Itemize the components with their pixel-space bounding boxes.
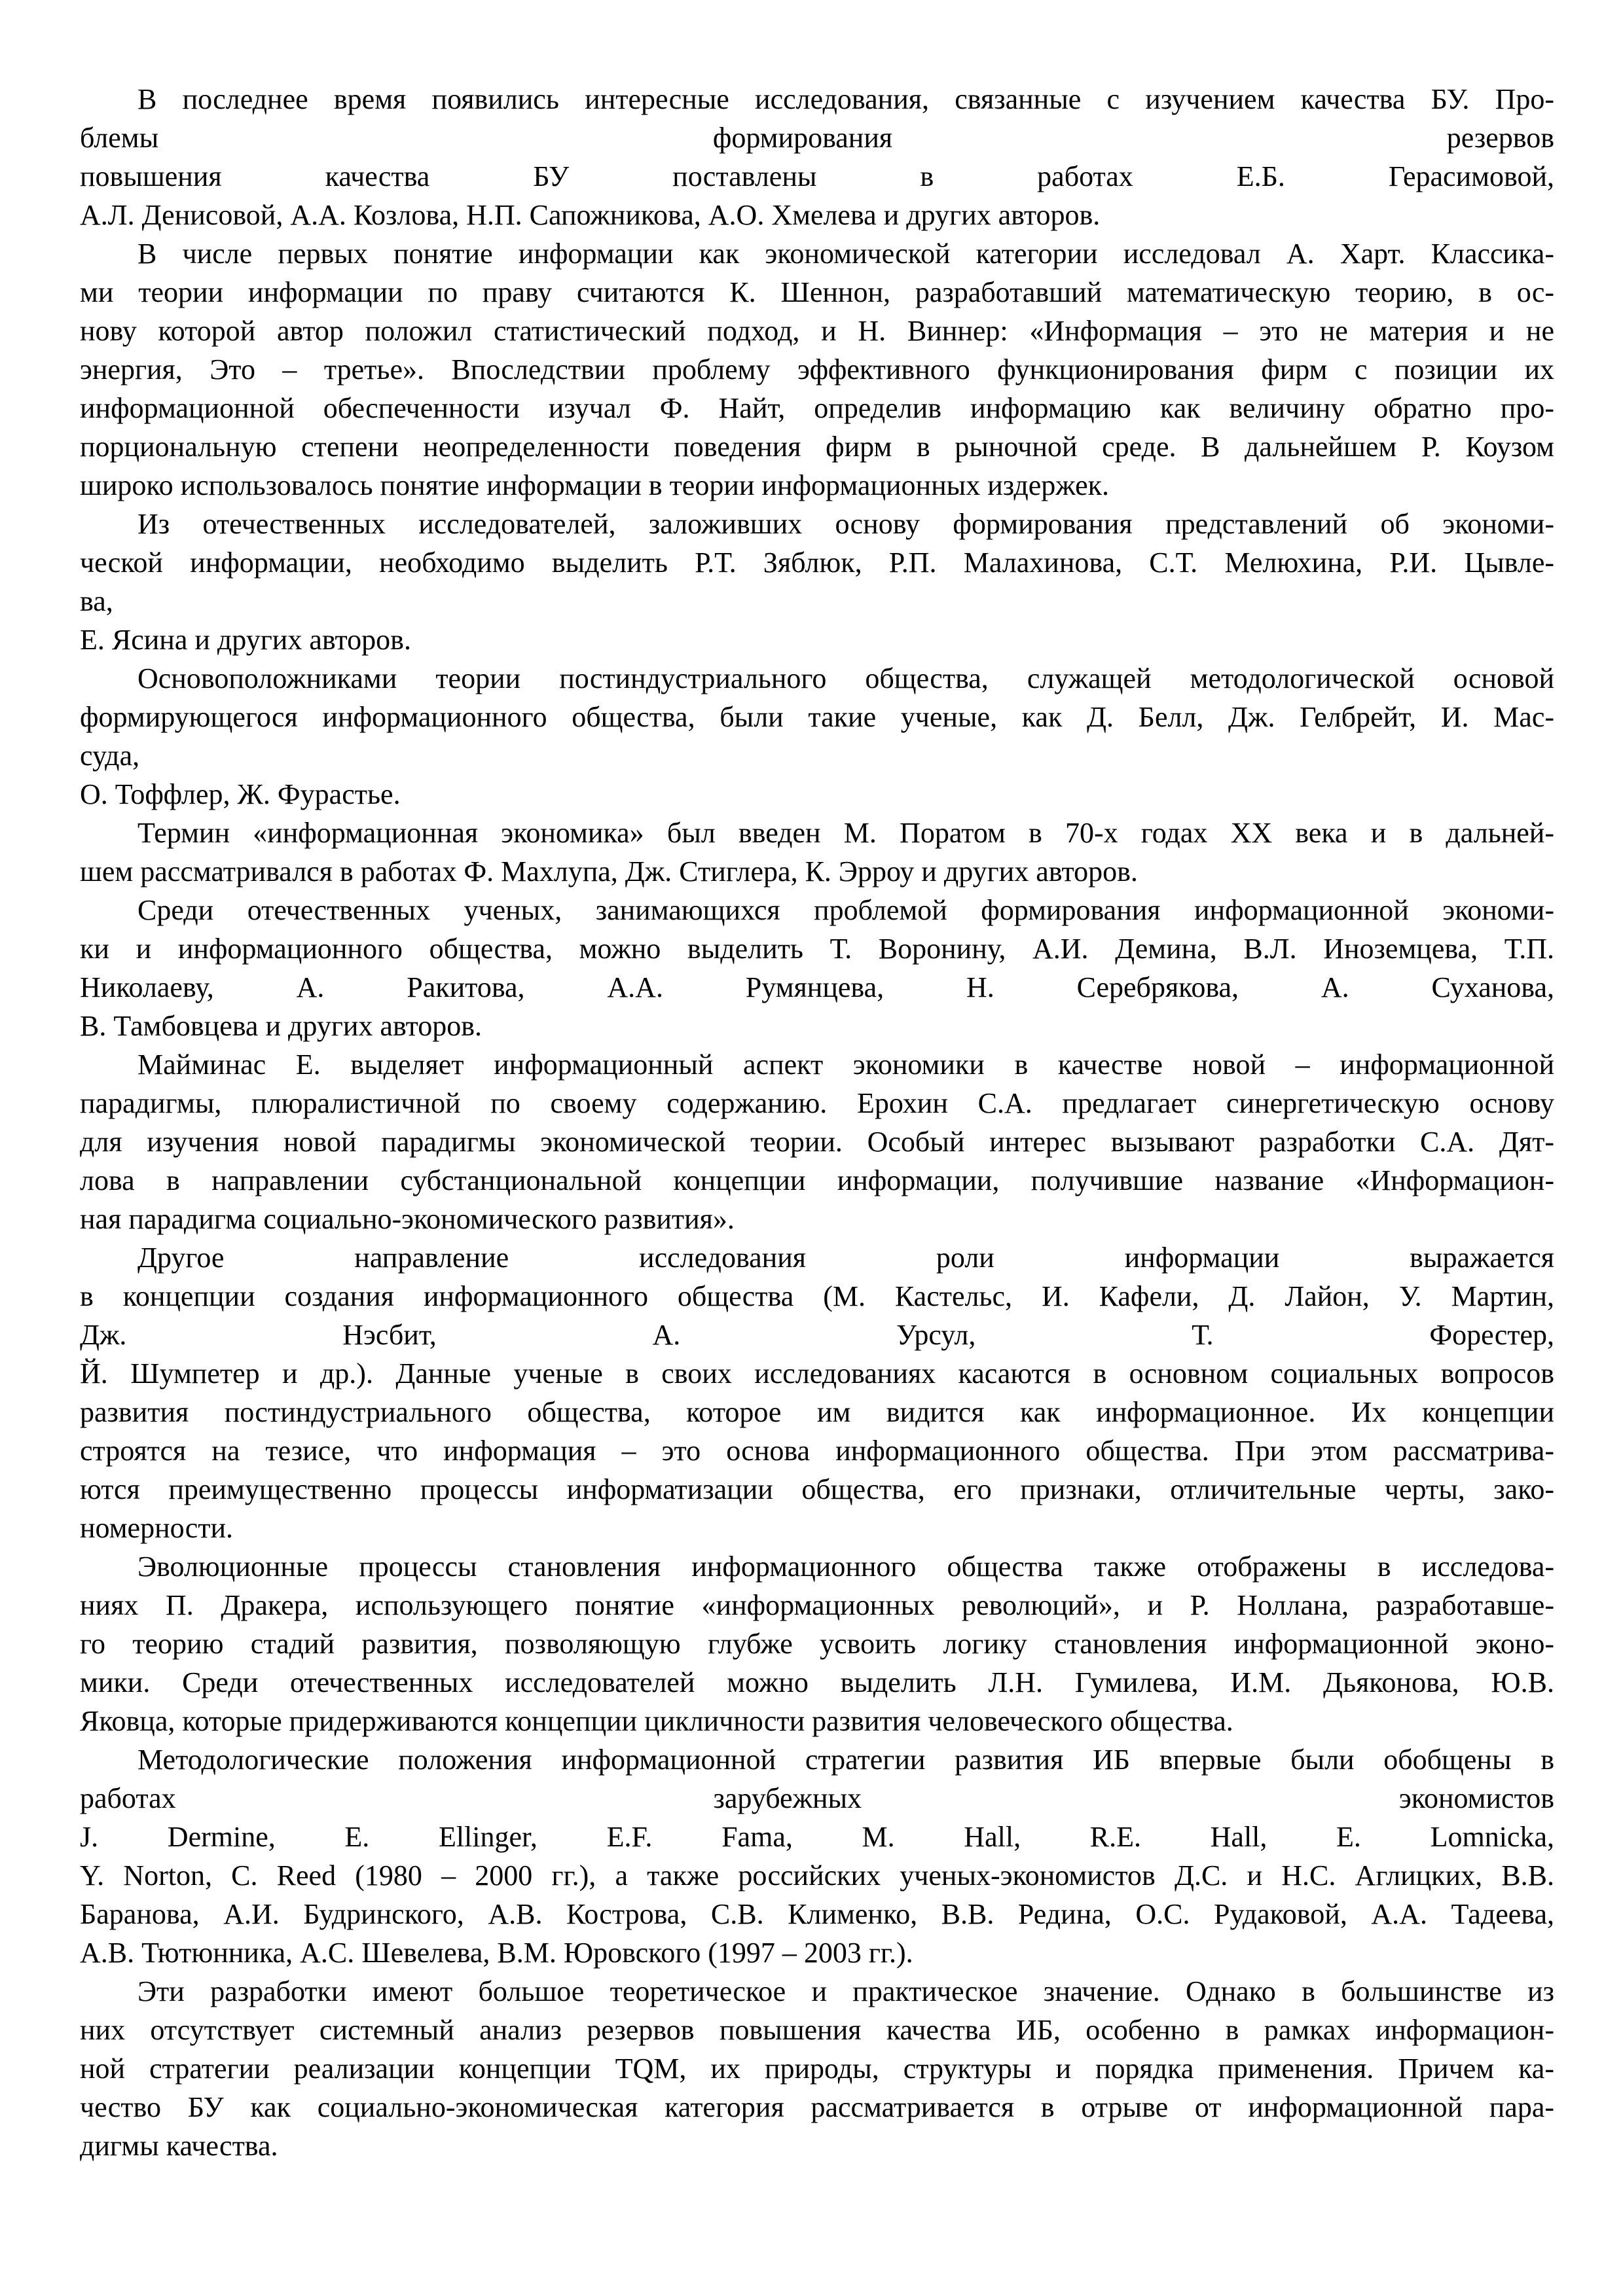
text-line: J. Dermine, E. Ellinger, E.F. Fama, M. Hall, R.E. Hall, E. Lomnicka,: [80, 1821, 1554, 1853]
paragraph: [80, 891, 1554, 1045]
text-line: Y. Norton, C. Reed (1980 – 2000 гг.), а также российских ученых-экономистов Д.С. и Н.С. Аглицких, В.В.: [80, 1859, 1554, 1892]
text-line: В. Тамбовцева и других авторов.: [80, 1010, 483, 1042]
text-line: них отсутствует системный анализ резервов повышения качества ИБ, особенно в рамках информацион-: [80, 2014, 1554, 2046]
text-line: В числе первых понятие информации как экономической категории исследовал А. Харт. Классика-: [137, 238, 1554, 270]
text-line: ва,: [80, 585, 113, 617]
text-line: Основоположниками теории постиндустриального общества, служащей методологической основой: [137, 662, 1554, 694]
text-line: порциональную степени неопределенности поведения фирм в рыночной среде. В дальнейшем Р. Коузом: [80, 431, 1554, 463]
text-line: ми теории информации по праву считаются К. Шеннон, разработавший математическую теорию, в ос-: [80, 276, 1554, 308]
document-body: [80, 80, 1554, 2165]
text-line: го теорию стадий развития, позволяющую глубже усвоить логику становления информационной эконо-: [80, 1628, 1554, 1660]
text-line: Из отечественных исследователей, заложивших основу формирования представлений об экономи-: [137, 508, 1554, 540]
paragraph: [80, 1740, 1554, 1972]
text-line: дигмы качества.: [80, 2130, 278, 2162]
text-line: Методологические положения информационной стратегии развития ИБ впервые были обобщены в: [137, 1744, 1554, 1776]
text-line: мики. Среди отечественных исследователей можно выделить Л.Н. Гумилева, И.М. Дьяконова, Ю.В.: [80, 1666, 1554, 1698]
text-line: повышения качества БУ поставлены в работах Е.Б. Герасимовой,: [80, 160, 1554, 192]
text-line: блемы формирования резервов: [80, 122, 1554, 154]
text-line: в концепции создания информационного общества (М. Кастельс, И. Кафели, Д. Лайон, У. Мартин,: [80, 1280, 1554, 1312]
text-line: работах зарубежных экономистов: [80, 1782, 1554, 1814]
paragraph: [80, 1045, 1554, 1238]
text-line: парадигмы, плюралистичной по своему содержанию. Ерохин С.А. предлагает синергетическую основу: [80, 1087, 1554, 1119]
text-line: энергия, Это – третье». Впоследствии проблему эффективного функционирования фирм с позиции их: [80, 353, 1554, 386]
paragraph: [80, 1547, 1554, 1740]
text-line: Й. Шумпетер и др.). Данные ученые в своих исследованиях касаются в основном социальных вопросов: [80, 1357, 1554, 1390]
paragraph: [80, 659, 1554, 814]
paragraph: [80, 234, 1554, 505]
text-line: информационной обеспеченности изучал Ф. Найт, определив информацию как величину обратно про-: [80, 392, 1554, 424]
text-line: развития постиндустриального общества, которое им видится как информационное. Их концепции: [80, 1396, 1554, 1428]
text-line: формирующегося информационного общества, были такие ученые, как Д. Белл, Дж. Гелбрейт, И. Мас-: [80, 701, 1554, 733]
text-line: шем рассматривался в работах Ф. Махлупа, Дж. Стиглера, К. Эрроу и других авторов.: [80, 855, 1138, 888]
text-line: В последнее время появились интересные исследования, связанные с изучением качества БУ. Про-: [137, 83, 1554, 115]
text-line: лова в направлении субстанциональной концепции информации, получившие название «Информацион-: [80, 1164, 1554, 1196]
text-line: Эволюционные процессы становления информационного общества также отображены в исследова-: [137, 1551, 1554, 1583]
text-line: О. Тоффлер, Ж. Фурастье.: [80, 778, 401, 810]
text-line: ная парадигма социально-экономического развития».: [80, 1203, 735, 1235]
text-line: Среди отечественных ученых, занимающихся проблемой формирования информационной экономи-: [137, 894, 1554, 926]
text-line: Другое направление исследования роли информации выражается: [137, 1242, 1554, 1274]
text-line: Баранова, А.И. Будринского, А.В. Кострова, С.В. Клименко, В.В. Редина, О.С. Рудаковой, А.А. Тадеева,: [80, 1898, 1554, 1930]
text-line: ниях П. Дракера, использующего понятие «информационных революций», и Р. Ноллана, разработавше-: [80, 1589, 1554, 1621]
text-line: для изучения новой парадигмы экономической теории. Особый интерес вызывают разработки С.А. Дят-: [80, 1126, 1554, 1158]
text-line: ются преимущественно процессы информатизации общества, его признаки, отличительные черты, зако-: [80, 1473, 1554, 1505]
text-line: чество БУ как социально-экономическая категория рассматривается в отрыве от информационной пара-: [80, 2091, 1554, 2123]
text-line: строятся на тезисе, что информация – это основа информационного общества. При этом рассматрива-: [80, 1435, 1554, 1467]
paragraph: [80, 814, 1554, 891]
text-line: Яковца, которые придерживаются концепции цикличности развития человеческого общества.: [80, 1705, 1233, 1737]
text-line: А.В. Тютюнника, А.С. Шевелева, В.М. Юровского (1997 – 2003 гг.).: [80, 1937, 913, 1969]
paragraph: [80, 505, 1554, 659]
text-line: Эти разработки имеют большое теоретическое и практическое значение. Однако в большинстве из: [137, 1975, 1554, 2007]
text-line: Е. Ясина и других авторов.: [80, 624, 411, 656]
text-line: нову которой автор положил статистический подход, и Н. Виннер: «Информация – это не материя и не: [80, 315, 1554, 347]
text-line: ной стратегии реализации концепции TQM, их природы, структуры и порядка применения. Причем ка-: [80, 2053, 1554, 2085]
text-line: Майминас Е. выделяет информационный аспект экономики в качестве новой – информационной: [137, 1049, 1554, 1081]
text-line: А.Л. Денисовой, А.А. Козлова, Н.П. Сапожникова, А.О. Хмелева и других авторов.: [80, 199, 1101, 231]
text-line: ческой информации, необходимо выделить Р.Т. Зяблюк, Р.П. Малахинова, С.Т. Мелюхина, Р.И. Цывле-: [80, 547, 1554, 579]
text-line: суда,: [80, 740, 140, 772]
text-line: широко использовалось понятие информации в теории информационных издержек.: [80, 469, 1109, 501]
paragraph: [80, 1238, 1554, 1547]
paragraph: [80, 1972, 1554, 2165]
paragraph: [80, 80, 1554, 234]
text-line: номерности.: [80, 1512, 234, 1544]
text-line: Термин «информационная экономика» был введен М. Поратом в 70-х годах ХХ века и в дальней-: [137, 817, 1554, 849]
text-line: ки и информационного общества, можно выделить Т. Воронину, А.И. Демина, В.Л. Иноземцева, Т.П.: [80, 933, 1554, 965]
text-line: Дж. Нэсбит, А. Урсул, Т. Форестер,: [80, 1319, 1554, 1351]
text-line: Николаеву, А. Ракитова, А.А. Румянцева, Н. Серебрякова, А. Суханова,: [80, 971, 1554, 1003]
